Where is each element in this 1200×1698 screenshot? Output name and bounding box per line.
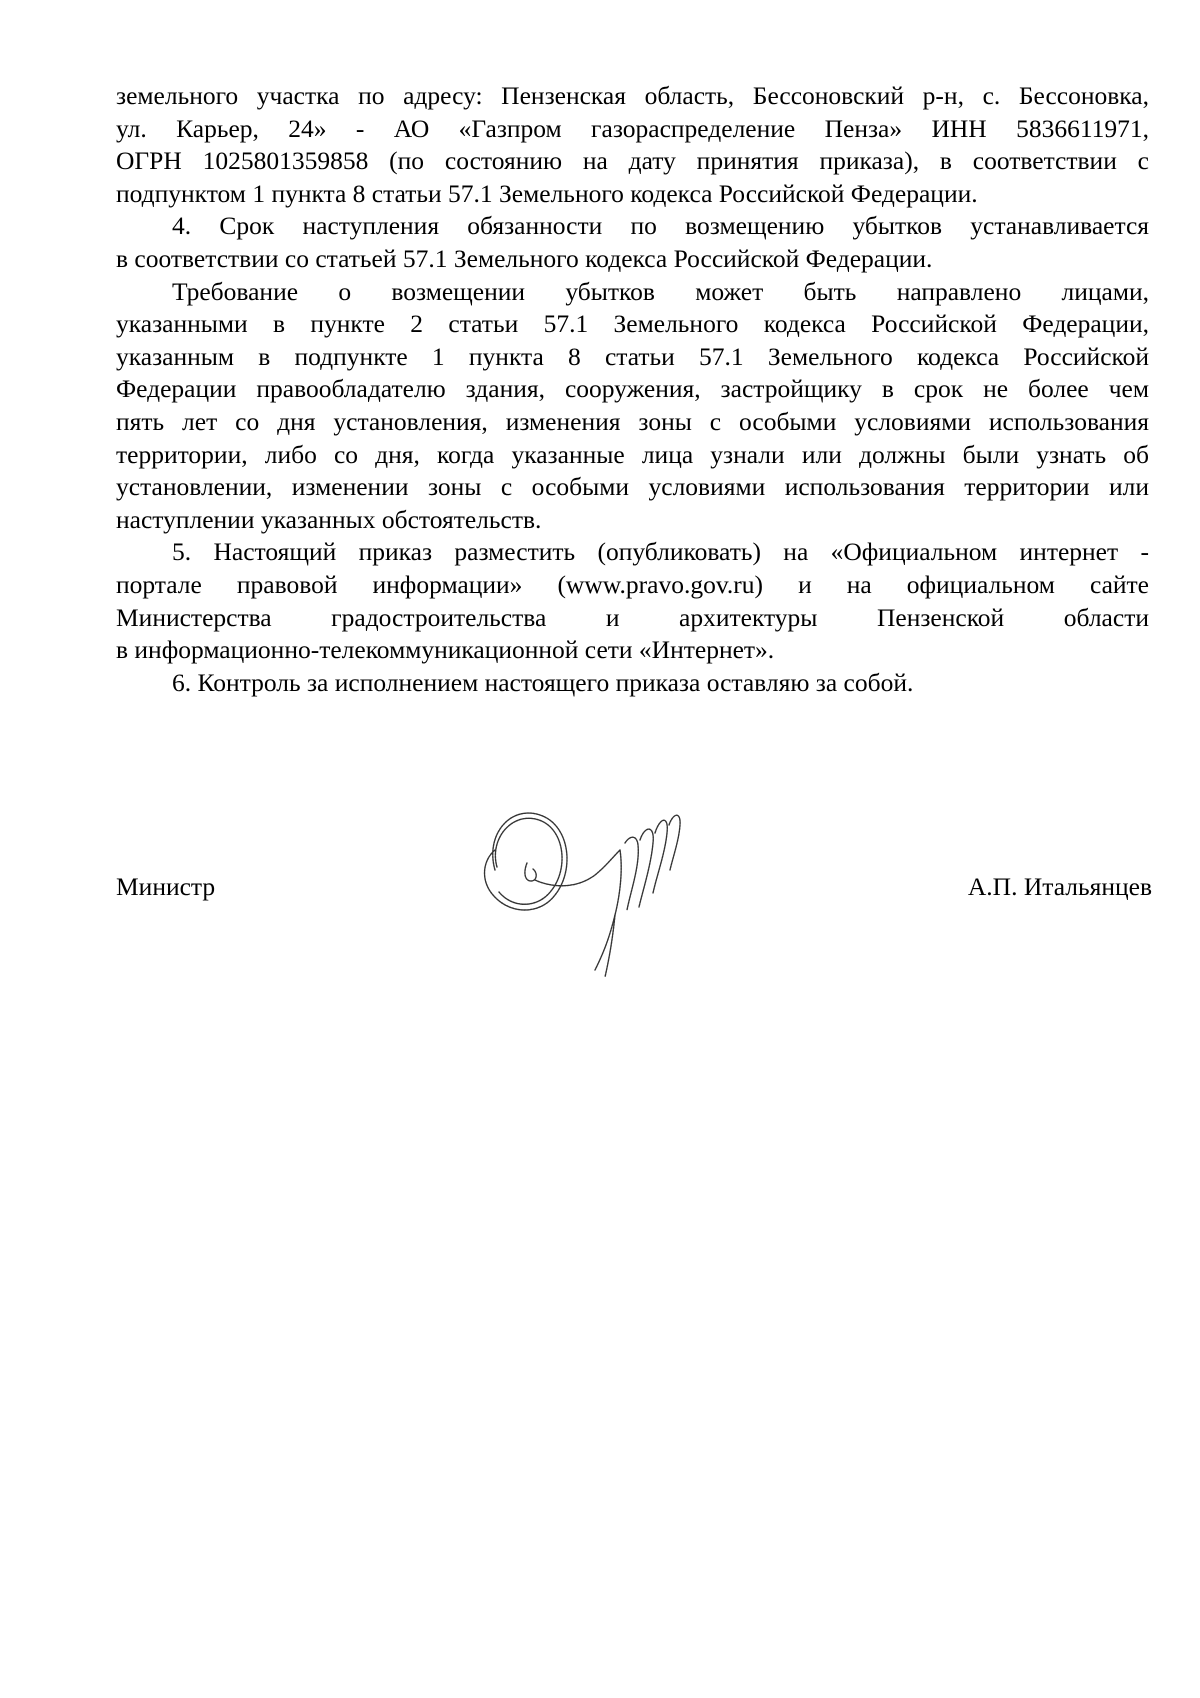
text-line: 4. Срок наступления обязанности по возмещению убытков устанавливается (172, 211, 1149, 241)
text-line: установлении, изменении зоны с особыми условиями использования территории или (116, 472, 1149, 502)
document-body (116, 80, 1149, 699)
paragraph-item-4 (116, 210, 1149, 275)
text-line: ул. Карьер, 24» - АО «Газпром газораспределение Пенза» ИНН 5836611971, (116, 113, 1149, 143)
signer-position: Министр (116, 872, 216, 901)
paragraph-item-6 (116, 667, 1149, 700)
text-line: Министерства градостроительства и архитектуры Пензенской области (116, 602, 1149, 632)
text-line: наступлении указанных обстоятельств. (116, 504, 542, 534)
paragraph-compensation-claim (116, 276, 1149, 537)
signer-name: А.П. Итальянцев (967, 872, 1152, 901)
text-line: ОГРН 1025801359858 (по состоянию на дату принятия приказа), в соответствии с (116, 146, 1149, 176)
text-line: пять лет со дня установления, изменения зоны с особыми условиями использования (116, 406, 1149, 436)
paragraph-item-5 (116, 536, 1149, 666)
text-line: 6. Контроль за исполнением настоящего приказа оставляю за собой. (172, 667, 914, 697)
text-line: в соответствии со статьей 57.1 Земельного кодекса Российской Федерации. (116, 243, 933, 273)
text-line: Требование о возмещении убытков может быть направлено лицами, (172, 276, 1149, 306)
text-line: Федерации правообладателю здания, сооружения, застройщику в срок не более чем (116, 374, 1149, 404)
text-line: 5. Настоящий приказ разместить (опубликовать) на «Официальном интернет - (172, 537, 1149, 567)
text-line: указанным в подпункте 1 пункта 8 статьи 57.1 Земельного кодекса Российской (116, 341, 1149, 371)
text-line: портале правовой информации» (www.pravo.gov.ru) и на официальном сайте (116, 569, 1149, 599)
text-line: в информационно-телекоммуникационной сети «Интернет». (116, 635, 775, 665)
text-line: указанными в пункте 2 статьи 57.1 Земельного кодекса Российской Федерации, (116, 309, 1149, 339)
text-line: подпунктом 1 пункта 8 статьи 57.1 Земельного кодекса Российской Федерации. (116, 178, 978, 208)
signature-block (116, 872, 1152, 912)
text-line: территории, либо со дня, когда указанные лица узнали или должны были узнать об (116, 439, 1149, 469)
text-line: земельного участка по адресу: Пензенская область, Бессоновский р-н, с. Бессоновка, (116, 81, 1149, 110)
paragraph-land-plot-address (116, 80, 1149, 210)
